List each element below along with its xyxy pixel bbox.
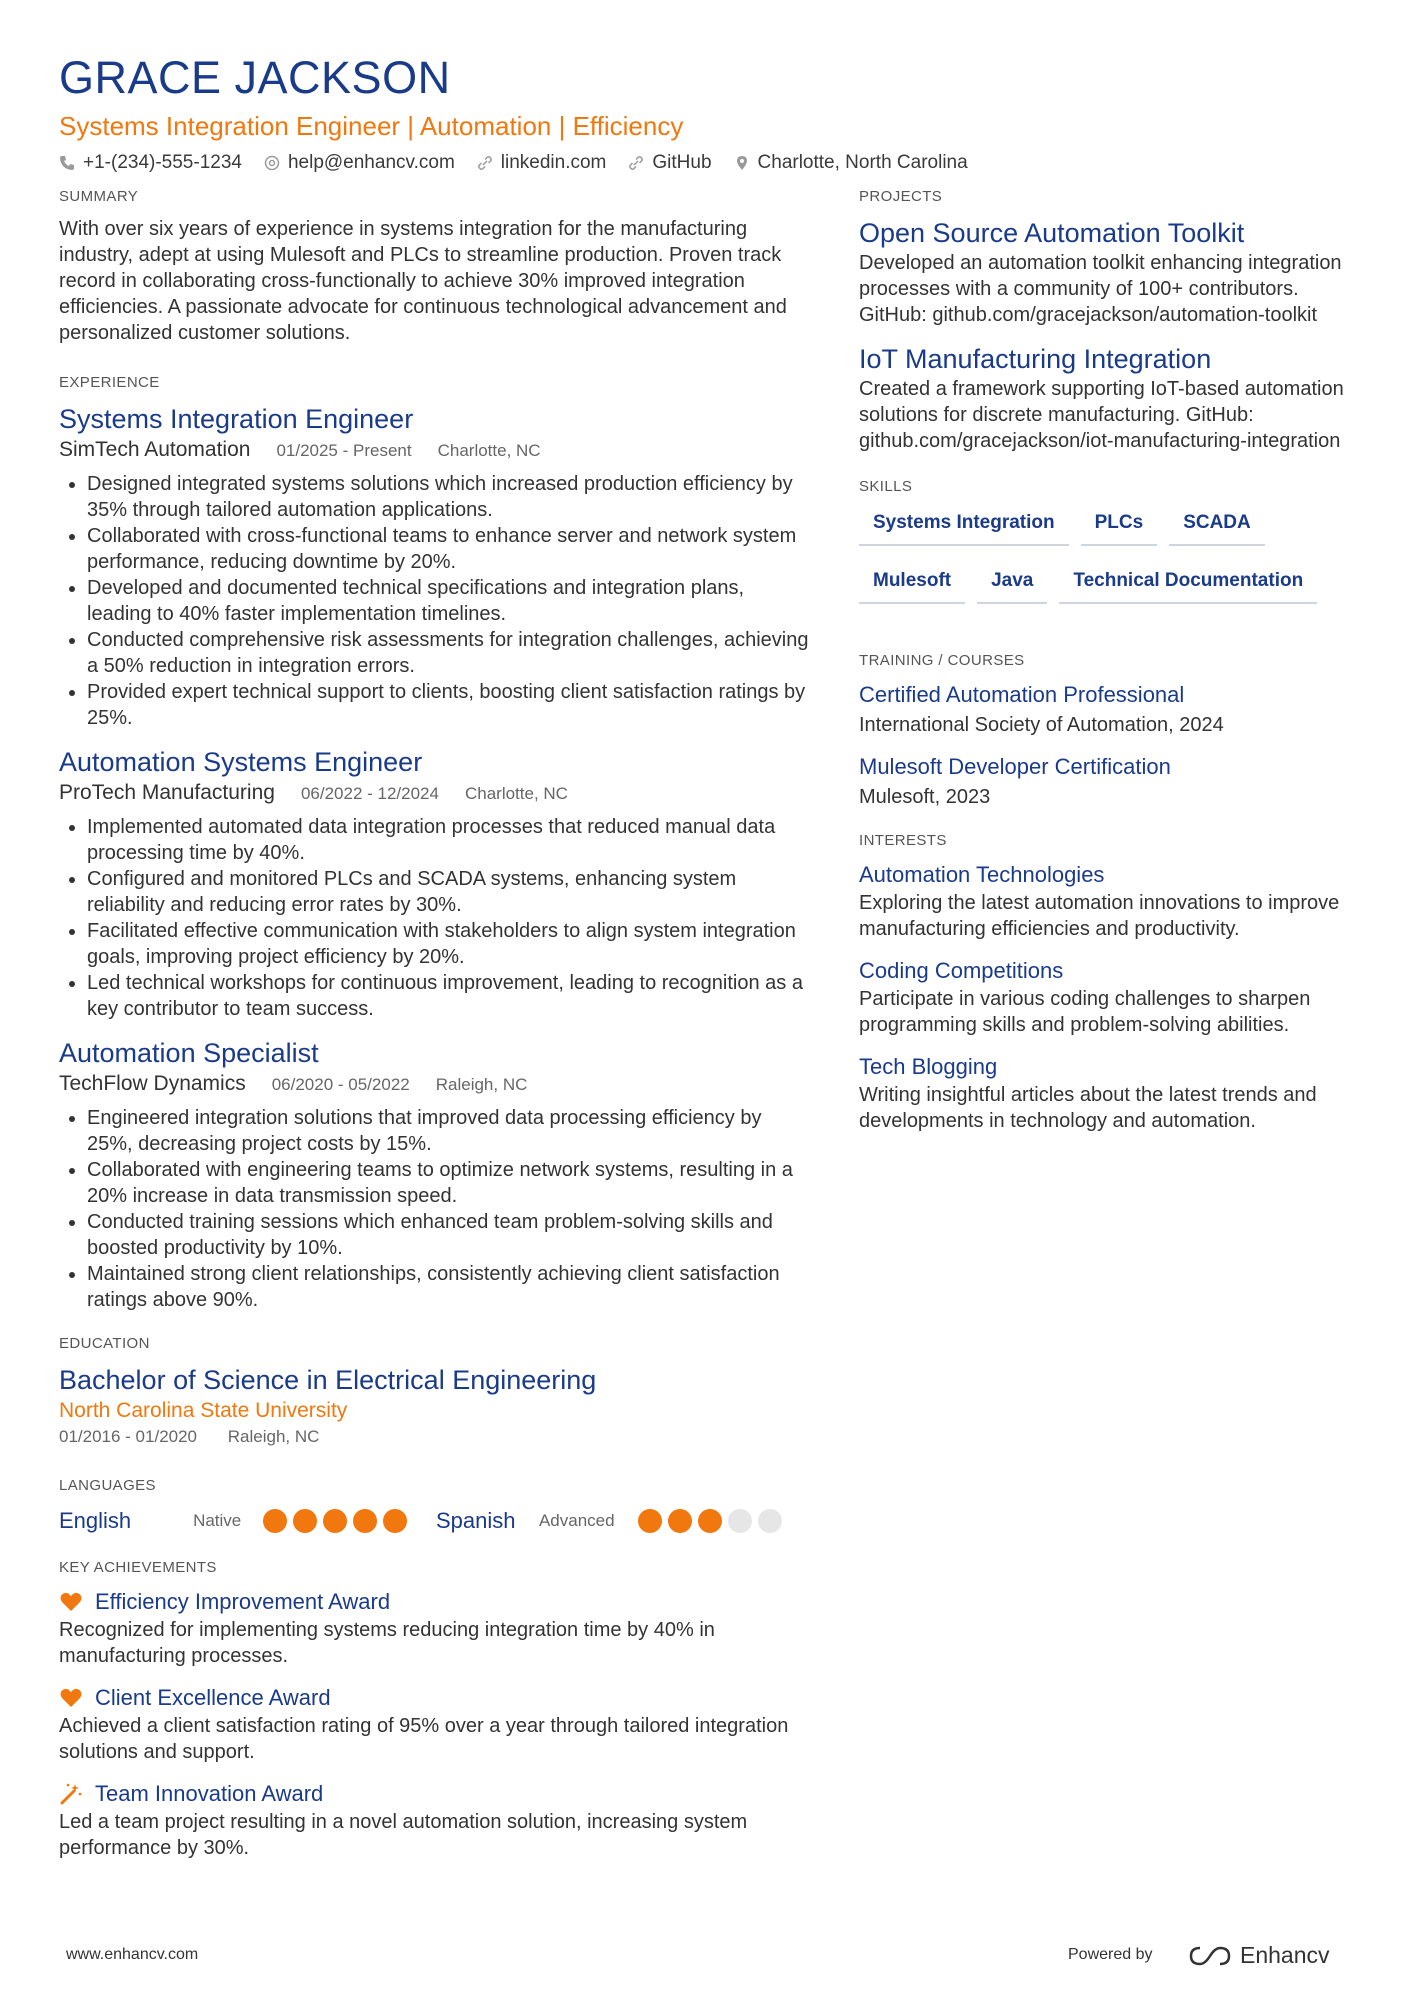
achievement-item [59, 1683, 811, 1765]
bullet: • Engineered integration solutions that improved data processing efficiency by 25%, decreasing project costs by 15%. [87, 1105, 811, 1157]
job-dates: 06/2020 - 05/2022 [271, 1075, 410, 1094]
achievements-section [59, 1559, 811, 1861]
rating-dot-filled [638, 1509, 662, 1533]
training-section [859, 652, 1351, 812]
link-icon [628, 155, 644, 171]
training-title: Certified Automation Professional [859, 682, 1185, 707]
heart-icon [59, 1590, 83, 1614]
training-title: Mulesoft Developer Certification [859, 754, 1171, 779]
section-title-education: EDUCATION [59, 1335, 150, 1352]
job-bullets [59, 1105, 811, 1313]
skill-tag: Technical Documentation [1059, 564, 1317, 604]
rating-dot-filled [698, 1509, 722, 1533]
section-title-training: TRAINING / COURSES [859, 652, 1025, 669]
project-item [859, 342, 1351, 454]
skills-section [859, 478, 1351, 622]
bullet: • Designed integrated systems solutions which increased production efficiency by 35% through tailored automation applications. [87, 471, 811, 523]
projects-section [859, 188, 1351, 454]
job-title: Automation Systems Engineer [59, 747, 423, 777]
bullet: • Collaborated with engineering teams to optimize network systems, resulting in a 20% increase in data transmission speed. [87, 1157, 811, 1209]
bullet: • Conducted training sessions which enhanced team problem-solving skills and boosted productivity by 10%. [87, 1209, 811, 1261]
experience-section [59, 374, 811, 1313]
education-section [59, 1335, 811, 1449]
enhancv-logo[interactable] [1188, 1942, 1330, 1969]
language-rating [263, 1509, 436, 1533]
bullet: • Implemented automated data integration processes that reduced manual data processing time by 40%. [87, 814, 811, 866]
language-name: English [59, 1508, 132, 1533]
language-name: Spanish [435, 1508, 516, 1533]
contact-email[interactable] [264, 152, 455, 174]
job-bullets [59, 814, 811, 1022]
magic-wand-icon [59, 1782, 83, 1806]
interests-section [859, 832, 1351, 1134]
interest-title: Tech Blogging [859, 1054, 998, 1079]
summary-text: With over six years of experience in systems integration for the manufacturing industry, adept at using Mulesoft and PLCs to streamline production. Proven track record in collaborating cross-functionally to achieve 30% improved integration efficiencies. A passionate advocate for continuous technological advancement and personalized customer solutions. [59, 218, 787, 344]
resume-header [59, 48, 1351, 178]
skill-tag: Mulesoft [859, 564, 965, 604]
skill-tag: SCADA [1169, 506, 1265, 546]
section-title-interests: INTERESTS [859, 832, 947, 849]
contact-phone-text: +1-(234)-555-1234 [83, 152, 242, 173]
bullet: • Provided expert technical support to clients, boosting client satisfaction ratings by 25%. [87, 679, 811, 731]
edu-dates: 01/2016 - 01/2020 [59, 1427, 198, 1446]
contact-linkedin-text: linkedin.com [500, 152, 607, 173]
achievement-text: Recognized for implementing systems reducing integration time by 40% in manufacturing processes. [59, 1619, 715, 1667]
training-org: International Society of Automation, 2024 [859, 714, 1224, 736]
achievement-text: Achieved a client satisfaction rating of 95% over a year through tailored integration solutions and support. [59, 1715, 789, 1763]
language-level: Native [193, 1511, 242, 1530]
project-text: Developed an automation toolkit enhancing integration processes with a community of 100+ contributors. GitHub: github.com/gracejackson/automation-toolkit [859, 252, 1342, 326]
rating-dot-filled [293, 1509, 317, 1533]
enhancv-brand: Enhancv [1240, 1942, 1330, 1968]
job-entry [59, 402, 811, 731]
headline: Systems Integration Engineer | Automation | Efficiency [59, 111, 684, 141]
section-title-achievements: KEY ACHIEVEMENTS [59, 1559, 217, 1576]
section-title-skills: SKILLS [859, 478, 913, 495]
job-title: Automation Specialist [59, 1038, 319, 1068]
interest-text: Exploring the latest automation innovations to improve manufacturing efficiencies and productivity. [859, 892, 1340, 940]
job-company: SimTech Automation [59, 438, 251, 461]
contact-linkedin[interactable] [477, 152, 607, 174]
phone-icon [59, 155, 75, 171]
contact-github-text: GitHub [652, 152, 712, 173]
bullet: • Conducted comprehensive risk assessments for integration challenges, achieving a 50% reduction in integration errors. [87, 627, 811, 679]
job-title: Systems Integration Engineer [59, 404, 414, 434]
section-title-projects: PROJECTS [859, 188, 943, 205]
left-column [59, 188, 811, 1889]
edu-location: Raleigh, NC [227, 1427, 320, 1446]
job-location: Raleigh, NC [435, 1075, 528, 1094]
bullet: • Developed and documented technical specifications and integration plans, leading to 40% faster implementation timelines. [87, 575, 811, 627]
rating-dot-empty [758, 1509, 782, 1533]
project-title: Open Source Automation Toolkit [859, 218, 1245, 248]
achievement-title: Client Excellence Award [95, 1685, 331, 1710]
rating-dot-filled [668, 1509, 692, 1533]
bullet: • Maintained strong client relationships, consistently achieving client satisfaction ratings above 90%. [87, 1261, 811, 1313]
project-item [859, 216, 1351, 328]
job-company: TechFlow Dynamics [59, 1072, 246, 1095]
location-pin-icon [734, 155, 750, 171]
section-title-languages: LANGUAGES [59, 1477, 156, 1494]
job-entry [59, 1036, 811, 1313]
contact-email-text: help@enhancv.com [287, 152, 455, 173]
contact-phone[interactable] [59, 152, 242, 174]
languages-section [59, 1477, 811, 1537]
bullet: • Led technical workshops for continuous improvement, leading to recognition as a key contributor to team success. [87, 970, 811, 1022]
enhancv-logo-icon [1188, 1944, 1232, 1968]
interest-text: Writing insightful articles about the latest trends and developments in technology and automation. [859, 1084, 1317, 1132]
contact-bar [59, 148, 1351, 178]
job-bullets [59, 471, 811, 731]
skill-tag: Java [977, 564, 1047, 604]
language-level: Advanced [538, 1511, 615, 1530]
achievement-title: Efficiency Improvement Award [95, 1589, 391, 1614]
interest-text: Participate in various coding challenges to sharpen programming skills and problem-solving abilities. [859, 988, 1311, 1036]
interest-item [859, 1052, 1351, 1134]
achievement-item [59, 1587, 811, 1669]
language-rating [638, 1509, 811, 1533]
achievement-title: Team Innovation Award [95, 1781, 324, 1806]
edu-degree: Bachelor of Science in Electrical Engineering [59, 1365, 597, 1395]
footer-powered-by: Powered by [1068, 1946, 1153, 1963]
interest-item [859, 956, 1351, 1038]
rating-dot-filled [353, 1509, 377, 1533]
job-dates: 06/2022 - 12/2024 [300, 784, 439, 803]
job-company: ProTech Manufacturing [59, 781, 275, 804]
job-entry [59, 745, 811, 1022]
rating-dot-empty [728, 1509, 752, 1533]
job-location: Charlotte, NC [464, 784, 568, 803]
bullet: • Facilitated effective communication with stakeholders to align system integration goals, improving project efficiency by 20%. [87, 918, 811, 970]
achievement-text: Led a team project resulting in a novel automation solution, increasing system performance by 30%. [59, 1811, 748, 1859]
interest-title: Coding Competitions [859, 958, 1064, 983]
rating-dot-filled [323, 1509, 347, 1533]
contact-location [734, 152, 968, 174]
edu-school: North Carolina State University [59, 1399, 348, 1422]
job-dates: 01/2025 - Present [276, 441, 412, 460]
summary-section [59, 188, 811, 346]
link-icon [477, 155, 493, 171]
candidate-name: GRACE JACKSON [59, 52, 451, 103]
footer [0, 1940, 1410, 1970]
rating-dot-filled [383, 1509, 407, 1533]
section-title-experience: EXPERIENCE [59, 374, 160, 391]
contact-github[interactable] [628, 152, 711, 174]
right-column [859, 188, 1351, 1162]
section-title-summary: SUMMARY [59, 188, 139, 205]
bullet: • Configured and monitored PLCs and SCADA systems, enhancing system reliability and reducing error rates by 30%. [87, 866, 811, 918]
job-location: Charlotte, NC [437, 441, 541, 460]
achievement-item [59, 1779, 811, 1861]
skill-tag: PLCs [1081, 506, 1158, 546]
footer-site-link[interactable]: www.enhancv.com [66, 1946, 199, 1963]
training-org: Mulesoft, 2023 [859, 786, 991, 808]
project-title: IoT Manufacturing Integration [859, 344, 1212, 374]
at-icon [264, 155, 280, 171]
bullet: • Collaborated with cross-functional teams to enhance server and network system performance, reducing downtime by 20%. [87, 523, 811, 575]
contact-location-text: Charlotte, North Carolina [757, 152, 968, 173]
heart-icon [59, 1686, 83, 1710]
project-text: Created a framework supporting IoT-based automation solutions for discrete manufacturing. GitHub: github.com/gracejackson/iot-manufacturing-integration [859, 378, 1344, 452]
interest-title: Automation Technologies [859, 862, 1105, 887]
skill-tag: Systems Integration [859, 506, 1069, 546]
interest-item [859, 860, 1351, 942]
rating-dot-filled [263, 1509, 287, 1533]
